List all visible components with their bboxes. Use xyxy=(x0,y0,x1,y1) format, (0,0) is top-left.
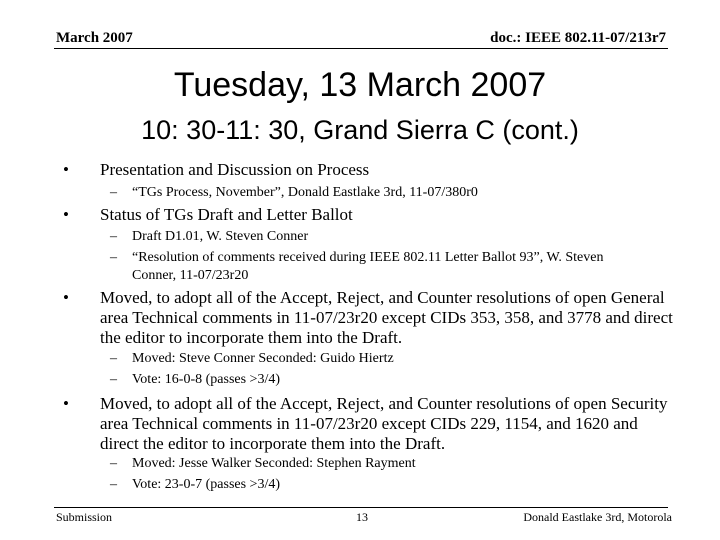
bullet-icon: • xyxy=(63,205,69,224)
dash-icon: – xyxy=(110,456,117,471)
bullet-item-1: Presentation and Discussion on Process xyxy=(100,160,370,179)
dash-icon: – xyxy=(110,351,117,366)
bullet-item-3: Moved, to adopt all of the Accept, Reject, and Counter resolutions of open General area Technical comments in 11-07/23r20 except CIDs 353, 358, and 3778 and direct the editor to incorporate them into the Draft. xyxy=(100,288,673,347)
slide-title: Tuesday, 13 March 2007 xyxy=(173,66,547,104)
slide-subtitle: 10: 30-11: 30, Grand Sierra C (cont.) xyxy=(141,115,579,145)
sub-item-4-2: Vote: 23-0-7 (passes >3/4) xyxy=(132,477,281,492)
dash-icon: – xyxy=(110,250,117,265)
dash-icon: – xyxy=(110,372,117,387)
sub-item-4-1: Moved: Jesse Walker Seconded: Stephen Rayment xyxy=(132,456,416,471)
sub-item-2-2: “Resolution of comments received during IEEE 802.11 Letter Ballot 93”, W. Steven Conner, 11-07/23r20 xyxy=(132,250,604,283)
dash-icon: – xyxy=(110,185,117,200)
dash-icon: – xyxy=(110,229,117,244)
bullet-item-2: Status of TGs Draft and Letter Ballot xyxy=(100,205,353,224)
header-doc-id: doc.: IEEE 802.11-07/213r7 xyxy=(490,30,666,46)
bullet-icon: • xyxy=(63,288,69,307)
footer-author: Donald Eastlake 3rd, Motorola xyxy=(523,510,672,524)
header-rule xyxy=(54,48,668,49)
header-date: March 2007 xyxy=(56,30,133,46)
sub-item-2-1: Draft D1.01, W. Steven Conner xyxy=(132,229,309,244)
footer-rule xyxy=(54,507,668,508)
bullet-item-4: Moved, to adopt all of the Accept, Reject, and Counter resolutions of open Security area Technical comments in 11-07/23r20 except CIDs 229, 1154, and 1620 and direct the editor to incorporate them into the Draft. xyxy=(100,394,668,453)
dash-icon: – xyxy=(110,477,117,492)
sub-item-3-1: Moved: Steve Conner Seconded: Guido Hiertz xyxy=(132,351,394,366)
footer-page-number: 13 xyxy=(356,510,368,524)
sub-item-3-2: Vote: 16-0-8 (passes >3/4) xyxy=(132,372,281,387)
footer-submission: Submission xyxy=(56,510,113,524)
sub-item-1-1: “TGs Process, November”, Donald Eastlake 3rd, 11-07/380r0 xyxy=(132,185,478,200)
bullet-icon: • xyxy=(63,394,69,413)
bullet-icon: • xyxy=(63,160,69,179)
